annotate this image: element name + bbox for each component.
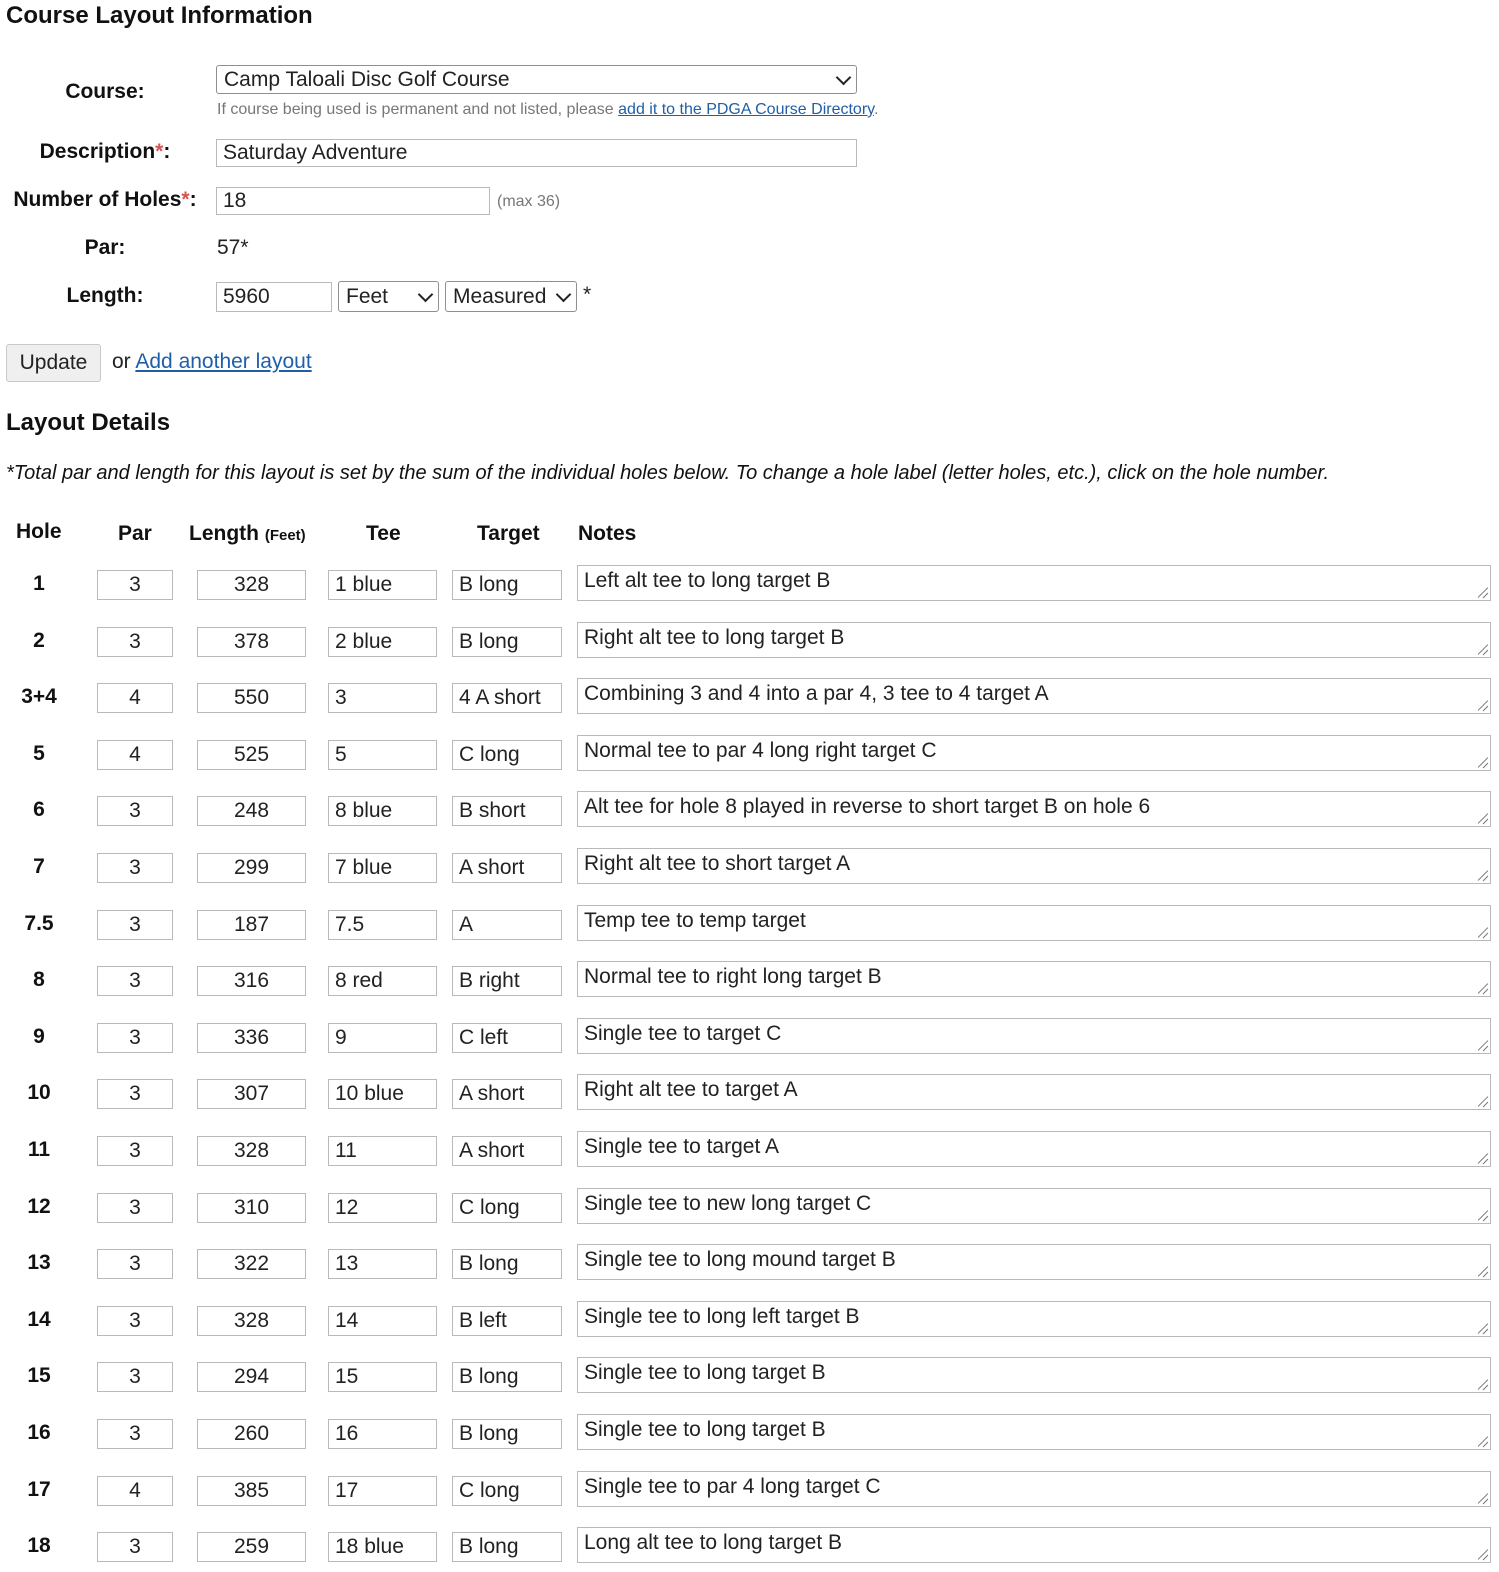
hole-number[interactable]: 17 [27,1477,51,1501]
number-of-holes-input[interactable] [216,187,490,215]
course-help-suffix: . [873,101,879,118]
par-input[interactable] [97,1079,173,1109]
resize-handle-icon[interactable] [1476,1492,1488,1504]
hole-number[interactable]: 8 [33,968,45,992]
tee-input[interactable] [328,1136,437,1166]
course-help-prefix: If course being used is permanent and not listed, please [217,101,619,118]
description-label: Description*: [39,140,171,163]
target-input[interactable] [452,966,562,996]
max-holes-hint: (max 36) [497,193,561,210]
chevron-down-icon [556,286,572,302]
resize-handle-icon[interactable] [1476,812,1488,824]
par-input[interactable] [97,910,173,940]
length-type-select[interactable] [445,281,577,312]
tee-input[interactable] [328,1079,437,1109]
required-mark: * [181,188,190,211]
notes-textarea[interactable] [577,848,1491,884]
notes-textarea[interactable] [577,1527,1491,1563]
description-input[interactable] [216,139,857,167]
par-input[interactable] [97,966,173,996]
notes-text: Single tee to target C [584,1021,782,1045]
resize-handle-icon[interactable] [1476,1265,1488,1277]
target-input[interactable] [452,1362,562,1392]
hole-number[interactable]: 3+4 [21,685,57,709]
column-header-target: Target [477,522,540,545]
length-unit-select[interactable] [338,281,439,312]
par-input[interactable] [97,853,173,883]
length-input[interactable] [197,1476,306,1506]
target-input[interactable] [452,1079,562,1109]
length-input[interactable] [197,1023,306,1053]
target-input[interactable] [452,740,562,770]
length-input[interactable] [197,1136,306,1166]
notes-text: Single tee to target A [584,1135,779,1158]
course-label: Course: [65,80,145,103]
notes-text: Temp tee to temp target [584,908,806,932]
resize-handle-icon[interactable] [1476,982,1488,994]
notes-textarea[interactable] [577,1471,1491,1507]
length-input[interactable] [197,1362,306,1392]
resize-handle-icon[interactable] [1476,1548,1488,1560]
notes-text: Single tee to par 4 long target C [584,1474,881,1498]
notes-textarea[interactable] [577,1244,1491,1280]
resize-handle-icon[interactable] [1476,1209,1488,1221]
length-input[interactable] [197,627,306,657]
target-input[interactable] [452,1306,562,1336]
notes-textarea[interactable] [577,735,1491,771]
or-text: or [112,350,131,373]
hole-number[interactable]: 6 [33,798,45,822]
resize-handle-icon[interactable] [1476,1322,1488,1334]
notes-textarea[interactable] [577,791,1491,827]
tee-input[interactable] [328,966,437,996]
target-input[interactable] [452,796,562,826]
course-help-text [217,101,878,119]
notes-textarea[interactable] [577,1074,1491,1110]
par-input[interactable] [97,740,173,770]
length-input[interactable] [197,570,306,600]
add-another-layout-link[interactable]: Add another layout [135,350,312,373]
notes-textarea[interactable] [577,1018,1491,1054]
resize-handle-icon[interactable] [1476,1435,1488,1447]
par-input[interactable] [97,683,173,713]
hole-number[interactable]: 7.5 [24,911,54,935]
resize-handle-icon[interactable] [1476,1152,1488,1164]
hole-number[interactable]: 15 [27,1364,51,1388]
hole-number[interactable]: 18 [27,1534,51,1558]
resize-handle-icon[interactable] [1476,926,1488,938]
notes-text: Long alt tee to long target B [584,1531,843,1555]
target-input[interactable] [452,1532,562,1562]
target-input[interactable] [452,1419,562,1449]
length-input[interactable] [197,1079,306,1109]
notes-text: Single tee to long left target B [584,1304,860,1328]
column-header-length: Length (Feet) [189,522,306,545]
chevron-down-icon [836,69,852,85]
notes-textarea[interactable] [577,1188,1491,1224]
tee-input[interactable] [328,1023,437,1053]
length-label: Length: [66,284,144,307]
resize-handle-icon[interactable] [1476,1095,1488,1107]
tee-input[interactable] [328,1362,437,1392]
length-input[interactable] [216,282,332,312]
resize-handle-icon[interactable] [1476,1039,1488,1051]
target-input[interactable] [452,853,562,883]
target-input[interactable] [452,627,562,657]
hole-number[interactable]: 16 [27,1421,51,1444]
notes-textarea[interactable] [577,961,1491,997]
page-title: Course Layout Information [6,2,313,29]
resize-handle-icon[interactable] [1476,699,1488,711]
notes-textarea[interactable] [577,622,1491,658]
column-header-hole: Hole [16,520,62,543]
par-input[interactable] [97,1023,173,1053]
length-input[interactable] [197,966,306,996]
hole-number[interactable]: 11 [27,1138,51,1161]
par-input[interactable] [97,1193,173,1223]
resize-handle-icon[interactable] [1476,756,1488,768]
par-input[interactable] [97,1306,173,1336]
target-input[interactable] [452,683,562,713]
par-input[interactable] [97,1532,173,1562]
notes-text: Right alt tee to short target A [584,852,851,875]
par-input[interactable] [97,796,173,826]
notes-text: Normal tee to right long target B [584,965,882,989]
length-input[interactable] [197,1193,306,1223]
tee-input[interactable] [328,1419,437,1449]
target-input[interactable] [452,1249,562,1279]
target-input[interactable] [452,1193,562,1223]
tee-input[interactable] [328,1306,437,1336]
resize-handle-icon[interactable] [1476,1378,1488,1390]
column-header-par: Par [118,522,152,545]
hole-number[interactable]: 10 [27,1081,51,1105]
resize-handle-icon[interactable] [1476,869,1488,881]
hole-number[interactable]: 5 [33,741,45,765]
notes-text: Left alt tee to long target B [584,569,831,592]
par-label: Par: [84,236,126,259]
length-input[interactable] [197,1249,306,1279]
tee-input[interactable] [328,570,437,600]
target-input[interactable] [452,1023,562,1053]
par-input[interactable] [97,1249,173,1279]
hole-number[interactable]: 2 [33,628,45,652]
par-input[interactable] [97,1362,173,1392]
target-input[interactable] [452,910,562,940]
length-input[interactable] [197,853,306,883]
layout-details-title: Layout Details [6,409,171,436]
required-mark: * [155,140,164,163]
hole-number[interactable]: 7 [33,855,45,878]
tee-input[interactable] [328,1476,437,1506]
length-input[interactable] [197,683,306,713]
tee-input[interactable] [328,683,437,713]
tee-input[interactable] [328,853,437,883]
pdga-directory-link[interactable]: add it to the PDGA Course Directory [618,101,874,118]
notes-text: Combining 3 and 4 into a par 4, 3 tee to 4 target A [584,682,1049,706]
notes-textarea[interactable] [577,565,1491,601]
notes-textarea[interactable] [577,678,1491,714]
hole-number[interactable]: 14 [27,1307,51,1331]
tee-input[interactable] [328,910,437,940]
notes-text: Single tee to long target B [584,1361,826,1385]
chevron-down-icon [418,286,434,302]
par-input[interactable] [97,1419,173,1449]
course-select[interactable] [216,65,857,94]
hole-number[interactable]: 9 [33,1024,45,1048]
add-layout-line [112,350,312,374]
hole-number[interactable]: 12 [27,1194,51,1218]
notes-textarea[interactable] [577,1414,1491,1450]
length-type-value: Measured [453,284,547,308]
length-input[interactable] [197,1532,306,1562]
target-input[interactable] [452,1476,562,1506]
length-unit-label: (Feet) [264,527,306,544]
tee-input[interactable] [328,1532,437,1562]
course-select-value: Camp Taloali Disc Golf Course [224,67,510,91]
column-header-tee: Tee [366,522,401,545]
notes-textarea[interactable] [577,1357,1491,1393]
target-input[interactable] [452,1136,562,1166]
par-input[interactable] [97,570,173,600]
number-of-holes-label: Number of Holes*: [13,188,197,211]
length-input[interactable] [197,1419,306,1449]
par-value: 57* [217,236,249,259]
notes-text: Alt tee for hole 8 played in reverse to short target B on hole 6 [584,795,1151,819]
length-asterisk: * [583,283,592,306]
update-button[interactable]: Update [6,344,101,382]
par-input[interactable] [97,1476,173,1506]
hole-number[interactable]: 1 [33,572,45,595]
notes-text: Normal tee to par 4 long right target C [584,738,937,762]
notes-text: Single tee to new long target C [584,1191,872,1215]
notes-textarea[interactable] [577,905,1491,941]
length-input[interactable] [197,796,306,826]
resize-handle-icon[interactable] [1476,586,1488,598]
target-input[interactable] [452,570,562,600]
length-unit-value: Feet [346,284,389,308]
par-input[interactable] [97,627,173,657]
notes-text: Single tee to long mound target B [584,1248,896,1272]
notes-text: Right alt tee to long target B [584,625,845,649]
tee-input[interactable] [328,1249,437,1279]
hole-number[interactable]: 13 [27,1251,51,1275]
notes-text: Right alt tee to target A [584,1078,798,1102]
length-input[interactable] [197,1306,306,1336]
tee-input[interactable] [328,1193,437,1223]
column-header-notes: Notes [578,522,637,545]
par-input[interactable] [97,1136,173,1166]
length-input[interactable] [197,910,306,940]
resize-handle-icon[interactable] [1476,643,1488,655]
tee-input[interactable] [328,796,437,826]
notes-textarea[interactable] [577,1131,1491,1167]
tee-input[interactable] [328,627,437,657]
notes-text: Single tee to long target B [584,1418,826,1441]
length-input[interactable] [197,740,306,770]
tee-input[interactable] [328,740,437,770]
layout-details-note: *Total par and length for this layout is set by the sum of the individual holes below. To change a hole label (letter holes, etc.), click on the hole number. [6,462,1330,484]
notes-textarea[interactable] [577,1301,1491,1337]
